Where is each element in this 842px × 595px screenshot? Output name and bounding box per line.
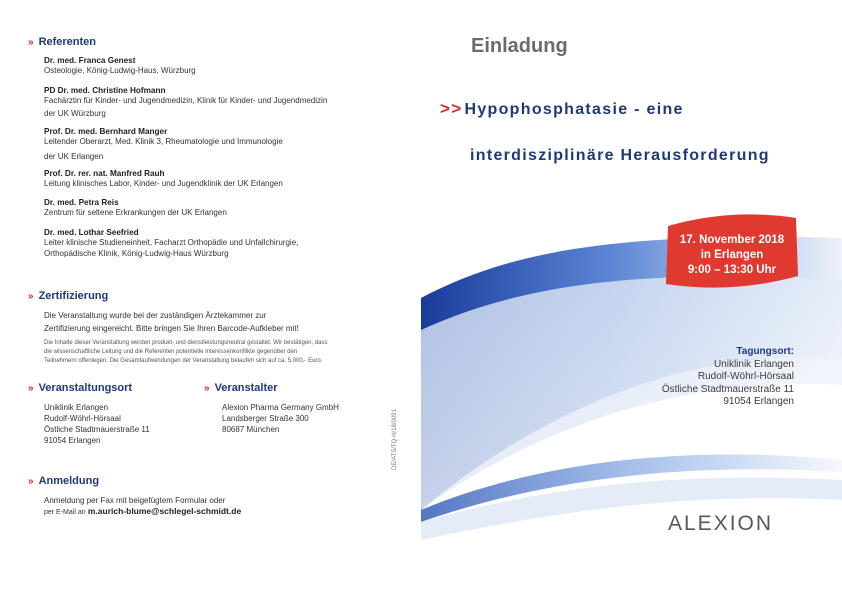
chevron-right-icon: »	[204, 383, 210, 394]
chevron-right-icon: »	[28, 291, 34, 302]
venue-label: Tagungsort:	[736, 346, 794, 357]
speaker-name: Dr. med. Franca Genest	[44, 56, 136, 65]
section-zertifizierung-title: » Zertifizierung	[28, 290, 109, 302]
speaker-name: Dr. med. Petra Reis	[44, 198, 119, 207]
speaker	[44, 198, 227, 218]
speaker-desc: Fachärztin für Kinder- und Jugendmedizin, Klinik für Kinder- und Jugendmedizin	[44, 96, 328, 105]
anmeldung-text: Anmeldung per Fax mit beigefügtem Formular oder per E-Mail an m.aurich-blume@schlegel-schmidt.de	[44, 496, 242, 516]
speaker-desc: Leitender Oberarzt, Med. Klinik 3, Rheumatologie und Immunologie	[44, 137, 283, 146]
chevron-right-icon: »	[28, 383, 34, 394]
veranstalter-address: Alexion Pharma Germany GmbH Landsberger Straße 300 80687 München	[222, 403, 339, 434]
chevron-right-icon: >>	[440, 99, 463, 118]
speaker-desc: Leiter klinische Studieneinheit, Facharzt Orthopädie und Unfallchirurgie,	[44, 238, 299, 247]
speaker-desc: der UK Erlangen	[44, 152, 104, 161]
page-title: Einladung	[471, 35, 568, 57]
speaker-name: PD Dr. med. Christine Hofmann	[44, 86, 166, 95]
speaker-desc: Leitung klinisches Labor, Kinder- und Jugendklinik der UK Erlangen	[44, 179, 283, 188]
speaker	[44, 127, 283, 147]
section-anmeldung-title: » Anmeldung	[28, 475, 100, 487]
section-referenten-title: » Referenten	[28, 36, 97, 48]
date-badge-text	[668, 233, 796, 278]
speaker	[44, 169, 283, 189]
chevron-right-icon: »	[28, 37, 34, 48]
event-city: in Erlangen	[700, 249, 764, 261]
disclaimer-text: Die Inhalte dieser Veranstaltung werden produkt- und dienstleistungsneutral gestaltet. Wir bestätigen, dass die wissenschaftliche Leitung und die Referenten potentielle Interessenkonflikte gegenüber den Teilnehmern offenlegen. Die Gesamtaufwendungen der Veranstaltung belaufen sich auf ca. 5.000,- Euro.	[44, 340, 328, 364]
speaker	[44, 86, 327, 106]
chevron-right-icon: »	[28, 476, 34, 487]
veranstaltungsort-address: Uniklinik Erlangen Rudolf-Wöhrl-Hörsaal Östliche Stadtmauerstraße 11 91054 Erlangen	[44, 403, 150, 445]
speaker-name: Prof. Dr. rer. nat. Manfred Rauh	[44, 169, 165, 178]
headline-line-1: >> Hypophosphatasie - eine	[440, 99, 684, 118]
event-time: 9:00 – 13:30 Uhr	[687, 264, 777, 276]
speaker-desc: Zentrum für seltene Erkrankungen der UK Erlangen	[44, 208, 227, 217]
speaker	[44, 228, 298, 259]
speaker-name: Prof. Dr. med. Bernhard Manger	[44, 127, 168, 136]
document-code: DE/ATS/TQ-H/18/0091	[392, 409, 398, 470]
section-veranstalter-title: » Veranstalter	[204, 382, 278, 394]
headline-line-2: interdisziplinäre Herausforderung	[470, 147, 770, 164]
event-date: 17. November 2018	[679, 234, 785, 246]
speaker	[44, 56, 196, 76]
speaker-desc: Osteologie, König-Ludwig-Haus, Würzburg	[44, 66, 196, 75]
zertifizierung-text: Die Veranstaltung wurde bei der zuständigen Ärztekammer zur Zertifizierung eingereicht. Bitte bringen Sie Ihren Barcode-Aufkleber mit!	[44, 311, 299, 333]
section-veranstaltungsort-title: » Veranstaltungsort	[28, 382, 133, 394]
speaker-desc: Orthopädische Klinik, König-Ludwig-Haus Würzburg	[44, 249, 229, 258]
speaker-desc: der UK Würzburg	[44, 109, 106, 118]
speaker-name: Dr. med. Lothar Seefried	[44, 228, 139, 237]
email-link[interactable]: m.aurich-blume@schlegel-schmidt.de	[87, 506, 242, 516]
alexion-logo: ALEXION	[668, 512, 774, 535]
venue-block: Tagungsort: Uniklinik Erlangen Rudolf-Wöhrl-Hörsaal Östliche Stadtmauerstraße 11 91054 Erlangen	[534, 346, 794, 409]
